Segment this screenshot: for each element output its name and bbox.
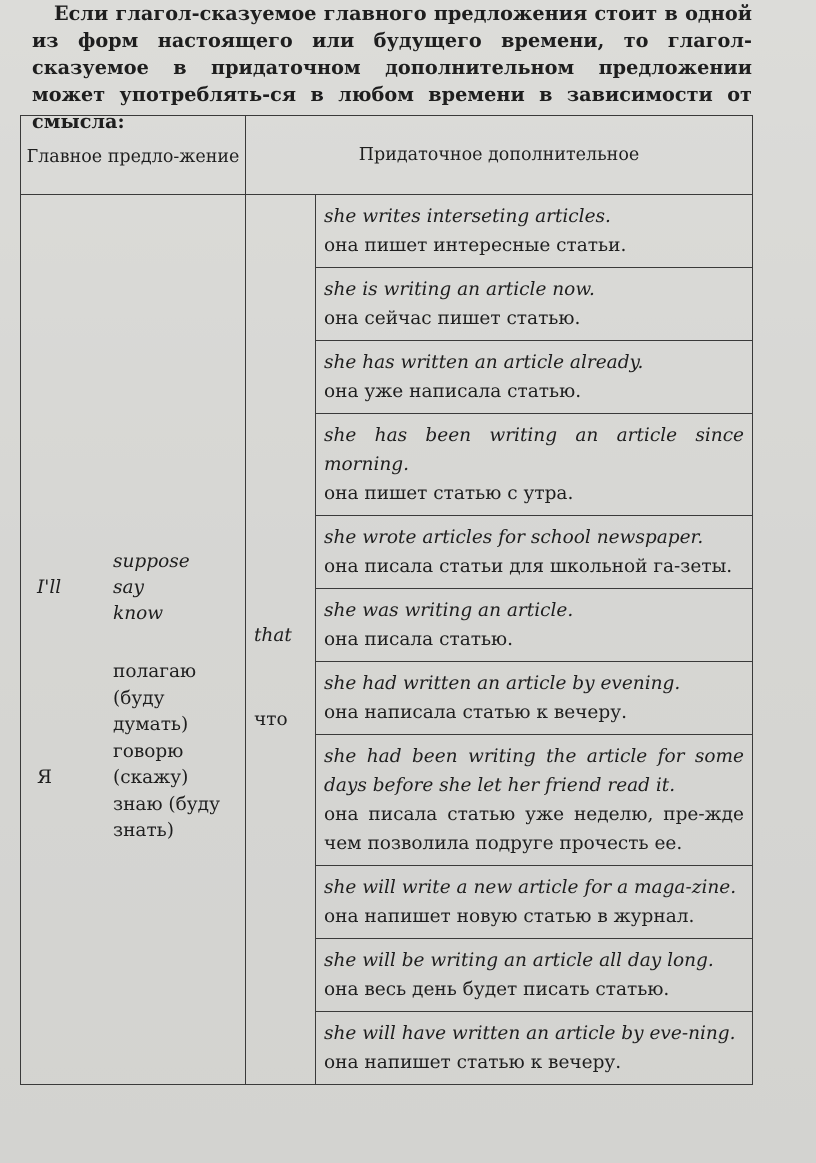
example-russian: она писала статью уже неделю, пре-жде чем позволила подруге прочесть ее. (324, 804, 744, 854)
example-cell (316, 195, 753, 268)
english-verb: know (113, 603, 164, 624)
example-cell (316, 341, 753, 414)
grammar-table (20, 115, 753, 1085)
example-cell (316, 414, 753, 516)
russian-verb: знаю (буду (113, 793, 220, 815)
example-english: she has written an article already. (324, 352, 644, 373)
conjunction-russian: что (254, 709, 288, 730)
example-cell (316, 662, 753, 735)
example-english: she is writing an article now. (324, 279, 595, 300)
intro-text: Если глагол-сказуемое главного предложения стоит в одной из форм настоящего или будущего времени, то глагол-сказуемое в придаточном дополнительном предложении может употреблять-ся в любом времени в зависимости от смысла: (32, 2, 752, 133)
russian-verb: (скажу) (113, 767, 189, 788)
example-english: she has been writing an article since morning. (324, 425, 744, 475)
conjunction-english: that (254, 625, 292, 646)
example-russian: она уже написала статью. (324, 381, 582, 402)
example-russian: она сейчас пишет статью. (324, 308, 581, 329)
russian-verb: думать) (113, 714, 189, 735)
table-row (21, 195, 753, 268)
russian-verb: полагаю (113, 661, 197, 682)
example-cell (316, 939, 753, 1012)
english-pronoun: I'll (37, 577, 62, 598)
example-cell (316, 735, 753, 866)
example-english: she will write a new article for a maga-zine. (324, 877, 737, 898)
example-cell (316, 589, 753, 662)
header-subordinate-clause: Придаточное дополнительное (246, 116, 753, 195)
example-russian: она напишет новую статью в журнал. (324, 906, 695, 927)
example-russian: она писала статью. (324, 629, 514, 650)
russian-verb: говорю (113, 740, 184, 762)
russian-verb: знать) (113, 820, 174, 841)
example-russian: она напишет статью к вечеру. (324, 1052, 622, 1073)
example-english: she will have written an article by eve-ning. (324, 1023, 736, 1044)
example-cell (316, 866, 753, 939)
example-cell (316, 516, 753, 589)
conjunction-cell (246, 195, 316, 1085)
example-english: she had been writing the article for some days before she let her friend read it. (324, 746, 744, 796)
example-russian: она весь день будет писать статью. (324, 979, 670, 1000)
russian-pronoun: Я (37, 767, 52, 788)
english-verb: say (113, 577, 144, 598)
header-main-clause: Главное предло-жение (21, 116, 246, 195)
example-english: she had written an article by evening. (324, 673, 681, 694)
example-russian: она написала статью к вечеру. (324, 702, 627, 723)
example-cell (316, 268, 753, 341)
example-english: she wrote articles for school newspaper. (324, 527, 704, 548)
example-english: she writes interseting articles. (324, 206, 611, 227)
russian-verb-list (113, 659, 233, 845)
example-cell (316, 1012, 753, 1085)
example-russian: она пишет статью с утра. (324, 483, 574, 504)
english-verb: suppose (113, 551, 190, 572)
example-english: she will be writing an article all day long. (324, 950, 714, 971)
example-english: she was writing an article. (324, 600, 574, 621)
example-russian: она пишет интересные статьи. (324, 235, 627, 256)
main-clause-cell (21, 195, 246, 1085)
english-verb-list (113, 549, 190, 627)
example-russian: она писала статьи для школьной га-зеты. (324, 556, 733, 577)
table-header-row (21, 116, 753, 195)
russian-verb: (буду (113, 687, 165, 709)
